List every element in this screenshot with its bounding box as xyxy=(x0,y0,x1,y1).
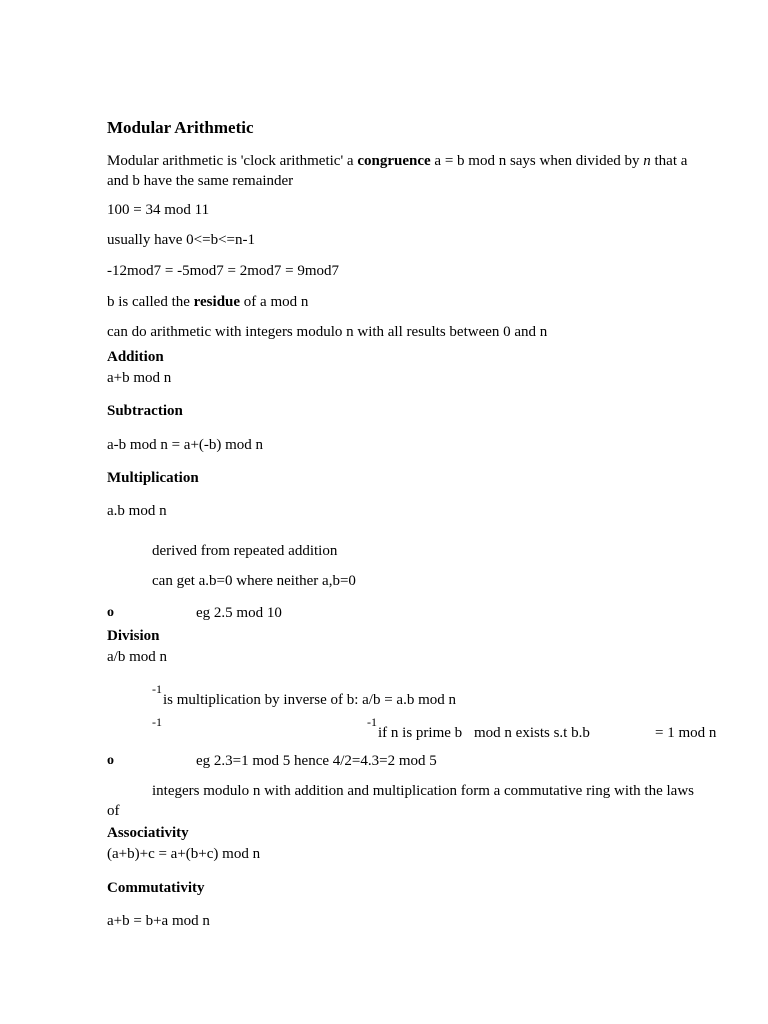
page-title: Modular Arithmetic xyxy=(107,118,254,137)
residue-text-1: b is called the xyxy=(107,294,194,310)
commutativity-heading: Commutativity xyxy=(107,880,205,896)
example-congruence: 100 = 34 mod 11 xyxy=(107,202,210,218)
usual-range: usually have 0<=b<=n-1 xyxy=(107,232,255,248)
associativity-heading: Associativity xyxy=(107,825,189,841)
division-note-1: is multiplication by inverse of b: a/b = a.b mod n xyxy=(163,692,456,708)
multiplication-formula: a.b mod n xyxy=(107,503,167,519)
intro-text-1: Modular arithmetic is 'clock arithmetic' a xyxy=(107,153,358,169)
multiplication-note-1: derived from repeated addition xyxy=(152,543,338,559)
division-heading: Division xyxy=(107,628,160,644)
division-note-2-part-3: = 1 mod n xyxy=(655,725,717,741)
ring-note: integers modulo n with addition and multiplication form a commutative ring with the laws of xyxy=(107,783,694,819)
intro-text-2: a = b mod n says when divided by xyxy=(430,153,644,169)
addition-formula: a+b mod n xyxy=(107,370,172,386)
bullet-marker: o xyxy=(107,753,114,768)
bullet-marker: o xyxy=(107,605,114,620)
division-superscript-3: -1 xyxy=(367,715,377,729)
division-note-2-part-1: if n is prime b xyxy=(378,725,463,741)
intro-paragraph xyxy=(107,151,707,191)
division-example: eg 2.3=1 mod 5 hence 4/2=4.3=2 mod 5 xyxy=(196,753,437,769)
multiplication-heading: Multiplication xyxy=(107,470,199,486)
residue-line xyxy=(107,292,308,312)
division-note-2-part-2: mod n exists s.t b.b xyxy=(474,725,590,741)
equivalents: -12mod7 = -5mod7 = 2mod7 = 9mod7 xyxy=(107,263,340,279)
commutativity-formula: a+b = b+a mod n xyxy=(107,913,210,929)
associativity-formula: (a+b)+c = a+(b+c) mod n xyxy=(107,846,261,862)
residue-text-2: of a mod n xyxy=(240,294,309,310)
residue-term: residue xyxy=(193,294,241,310)
addition-heading: Addition xyxy=(107,349,164,365)
division-formula: a/b mod n xyxy=(107,649,167,665)
multiplication-note-2: can get a.b=0 where neither a,b=0 xyxy=(152,573,356,589)
intro-term-congruence: congruence xyxy=(357,153,431,169)
arith-intro: can do arithmetic with integers modulo n with all results between 0 and n xyxy=(107,324,548,340)
intro-italic-n: n xyxy=(643,153,651,169)
division-superscript-2: -1 xyxy=(152,715,162,729)
subtraction-formula: a-b mod n = a+(-b) mod n xyxy=(107,437,264,453)
division-superscript-1: -1 xyxy=(152,682,162,696)
subtraction-heading: Subtraction xyxy=(107,403,183,419)
intro-text-3: that a and b have the same remainder xyxy=(107,153,688,189)
multiplication-example: eg 2.5 mod 10 xyxy=(196,605,282,621)
